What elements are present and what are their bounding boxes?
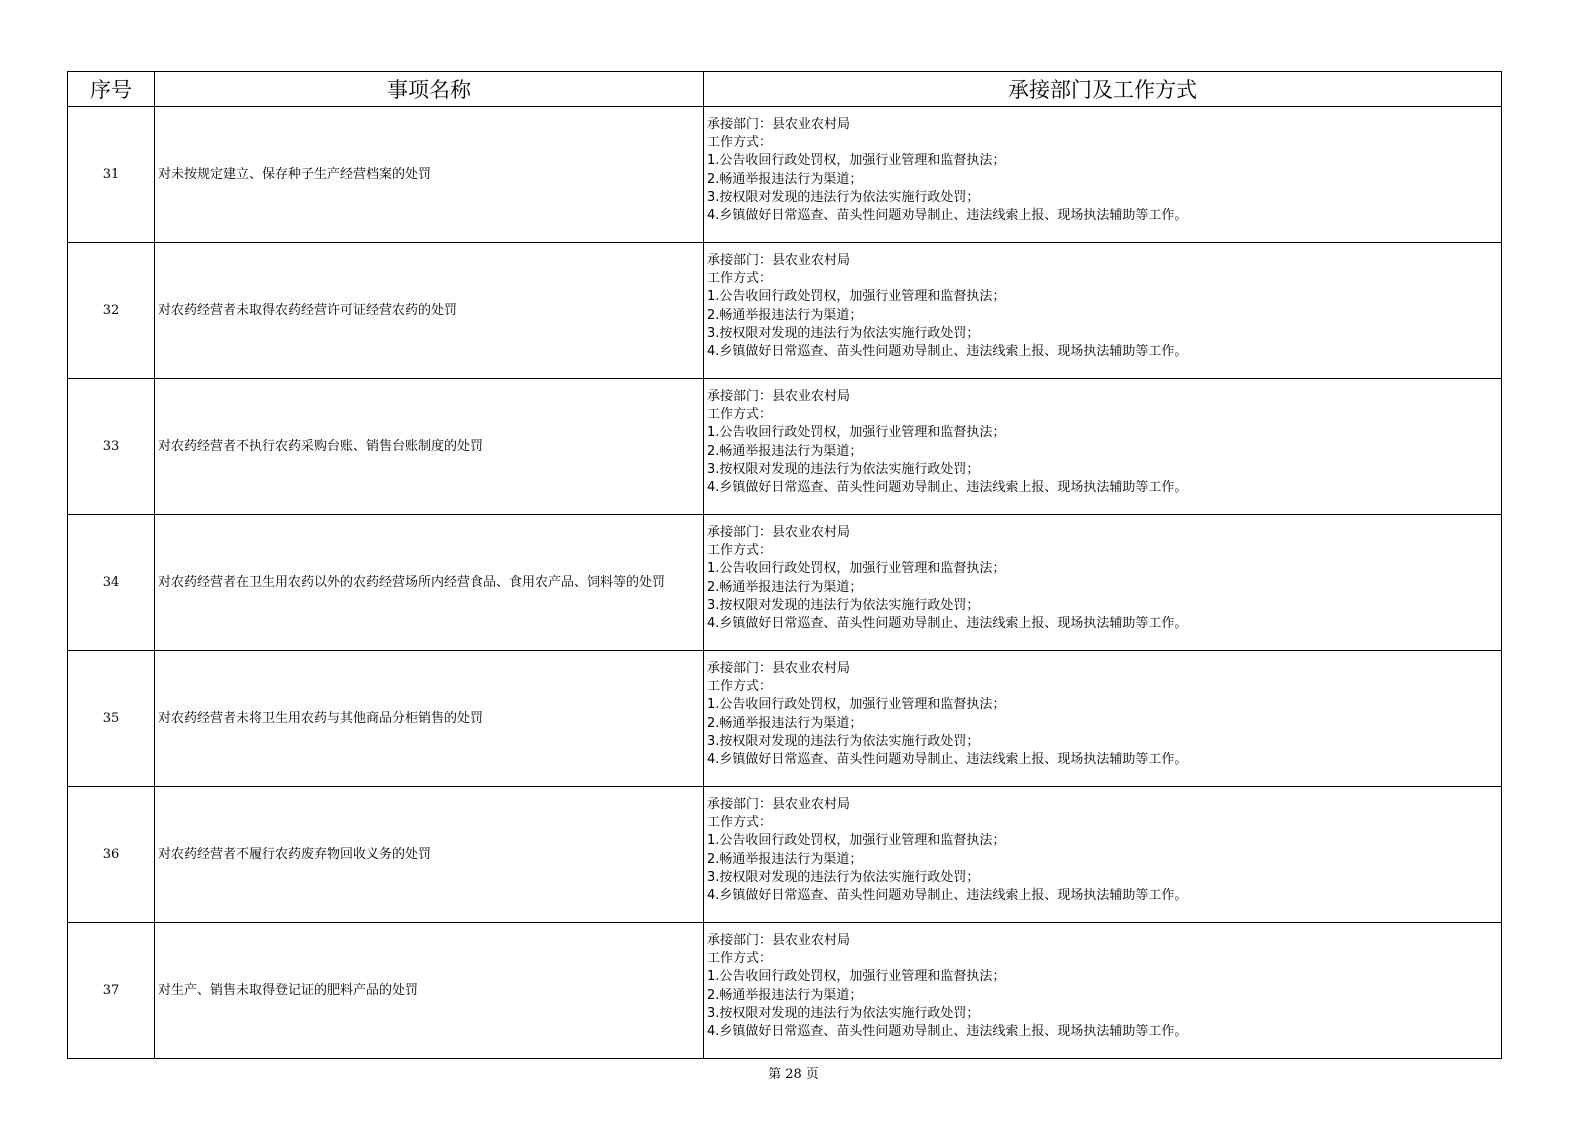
method-line: 1.公告收回行政处罚权，加强行业管理和监督执法； (707, 697, 1006, 713)
method-line: 1.公告收回行政处罚权，加强行业管理和监督执法； (707, 969, 1006, 985)
method-line: 1.公告收回行政处罚权，加强行业管理和监督执法； (707, 425, 1006, 441)
row-number: 33 (68, 379, 155, 515)
table-row (68, 651, 1502, 787)
page-number: 第 28 页 (768, 1067, 819, 1082)
method-line: 2.畅通举报违法行为渠道； (707, 987, 863, 1003)
row-number: 31 (68, 107, 155, 243)
table-row (68, 379, 1502, 515)
method-line: 4.乡镇做好日常巡查、苗头性问题劝导制止、违法线索上报、现场执法辅助等工作。 (707, 1024, 1188, 1040)
method-line: 1.公告收回行政处罚权，加强行业管理和监督执法； (707, 561, 1006, 577)
item-name: 对生产、销售未取得登记证的肥料产品的处罚 (155, 923, 704, 1059)
table-row (68, 923, 1502, 1059)
department-method (704, 107, 1502, 243)
method-line: 1.公告收回行政处罚权，加强行业管理和监督执法； (707, 833, 1006, 849)
method-line: 3.按权限对发现的违法行为依法实施行政处罚； (707, 1005, 980, 1021)
method-line: 3.按权限对发现的违法行为依法实施行政处罚； (707, 189, 980, 205)
method-line: 承接部门：县农业农村局 (707, 389, 851, 404)
method-line: 3.按权限对发现的违法行为依法实施行政处罚； (707, 325, 980, 341)
method-line: 2.畅通举报违法行为渠道； (707, 307, 863, 323)
method-line: 3.按权限对发现的违法行为依法实施行政处罚； (707, 597, 980, 613)
method-line: 承接部门：县农业农村局 (707, 933, 851, 948)
department-method (704, 515, 1502, 651)
method-line: 工作方式： (707, 815, 773, 831)
item-name: 对农药经营者不履行农药废弃物回收义务的处罚 (155, 787, 704, 923)
table-body (68, 107, 1502, 1059)
table-row (68, 787, 1502, 923)
header-row (68, 72, 1502, 107)
row-number: 36 (68, 787, 155, 923)
method-line: 2.畅通举报违法行为渠道； (707, 443, 863, 459)
method-line: 4.乡镇做好日常巡查、苗头性问题劝导制止、违法线索上报、现场执法辅助等工作。 (707, 480, 1188, 496)
method-line: 工作方式： (707, 135, 773, 151)
method-line: 工作方式： (707, 407, 773, 423)
department-method (704, 923, 1502, 1059)
item-name: 对农药经营者在卫生用农药以外的农药经营场所内经营食品、食用农产品、饲料等的处罚 (155, 515, 704, 651)
department-method (704, 651, 1502, 787)
method-line: 承接部门：县农业农村局 (707, 253, 851, 268)
method-line: 3.按权限对发现的违法行为依法实施行政处罚； (707, 461, 980, 477)
method-line: 工作方式： (707, 679, 773, 695)
header-no: 序号 (68, 72, 155, 107)
items-table (67, 71, 1502, 1059)
method-line: 承接部门：县农业农村局 (707, 525, 851, 540)
method-line: 工作方式： (707, 543, 773, 559)
table-row (68, 243, 1502, 379)
method-line: 承接部门：县农业农村局 (707, 661, 851, 676)
method-line: 承接部门：县农业农村局 (707, 117, 851, 132)
department-method (704, 379, 1502, 515)
item-name: 对未按规定建立、保存种子生产经营档案的处罚 (155, 107, 704, 243)
item-name: 对农药经营者未取得农药经营许可证经营农药的处罚 (155, 243, 704, 379)
method-line: 3.按权限对发现的违法行为依法实施行政处罚； (707, 869, 980, 885)
method-line: 承接部门：县农业农村局 (707, 797, 851, 812)
header-department-method: 承接部门及工作方式 (704, 72, 1502, 107)
method-line: 3.按权限对发现的违法行为依法实施行政处罚； (707, 733, 980, 749)
method-line: 2.畅通举报违法行为渠道； (707, 851, 863, 867)
row-number: 32 (68, 243, 155, 379)
item-name: 对农药经营者不执行农药采购台账、销售台账制度的处罚 (155, 379, 704, 515)
department-method (704, 243, 1502, 379)
method-line: 4.乡镇做好日常巡查、苗头性问题劝导制止、违法线索上报、现场执法辅助等工作。 (707, 208, 1188, 224)
row-number: 34 (68, 515, 155, 651)
row-number: 35 (68, 651, 155, 787)
method-line: 4.乡镇做好日常巡查、苗头性问题劝导制止、违法线索上报、现场执法辅助等工作。 (707, 344, 1188, 360)
item-name: 对农药经营者未将卫生用农药与其他商品分柜销售的处罚 (155, 651, 704, 787)
department-method (704, 787, 1502, 923)
method-line: 4.乡镇做好日常巡查、苗头性问题劝导制止、违法线索上报、现场执法辅助等工作。 (707, 888, 1188, 904)
method-line: 1.公告收回行政处罚权，加强行业管理和监督执法； (707, 153, 1006, 169)
method-line: 工作方式： (707, 951, 773, 967)
method-line: 4.乡镇做好日常巡查、苗头性问题劝导制止、违法线索上报、现场执法辅助等工作。 (707, 616, 1188, 632)
table-row (68, 515, 1502, 651)
method-line: 2.畅通举报违法行为渠道； (707, 579, 863, 595)
method-line: 工作方式： (707, 271, 773, 287)
method-line: 2.畅通举报违法行为渠道； (707, 171, 863, 187)
method-line: 1.公告收回行政处罚权，加强行业管理和监督执法； (707, 289, 1006, 305)
method-line: 2.畅通举报违法行为渠道； (707, 715, 863, 731)
table-row (68, 107, 1502, 243)
method-line: 4.乡镇做好日常巡查、苗头性问题劝导制止、违法线索上报、现场执法辅助等工作。 (707, 752, 1188, 768)
header-item-name: 事项名称 (155, 72, 704, 107)
row-number: 37 (68, 923, 155, 1059)
